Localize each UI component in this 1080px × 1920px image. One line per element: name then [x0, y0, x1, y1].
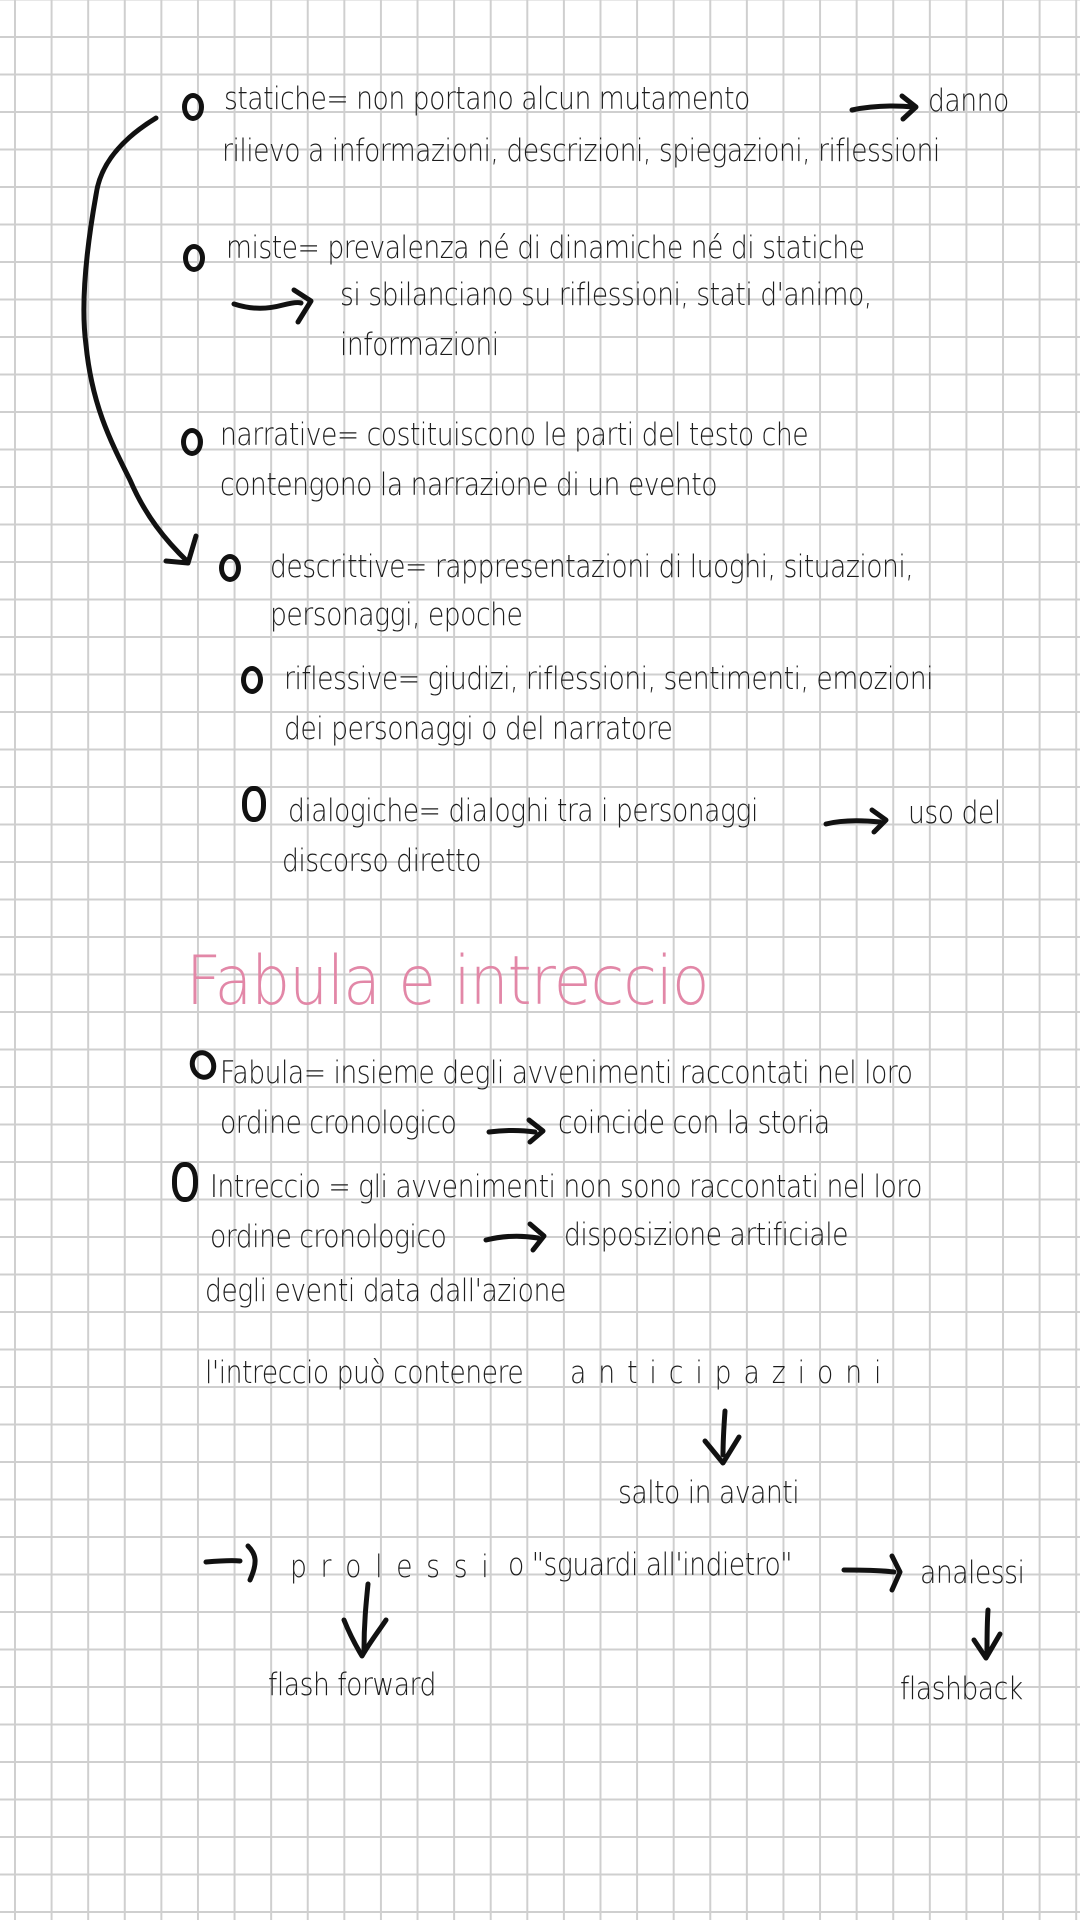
riflessive-line1: riflessive= giudizi, riflessioni, sentimenti, emozioni	[284, 661, 934, 697]
fabula-line2-left: ordine cronologico	[220, 1105, 457, 1141]
miste-line3: informazioni	[340, 327, 499, 363]
analessi-result: flashback	[900, 1671, 1023, 1707]
bullet-circle-icon	[242, 786, 266, 822]
anticipazioni-result: salto in avanti	[618, 1475, 800, 1511]
right-arrow-icon	[228, 282, 348, 332]
bullet-circle-icon	[219, 554, 241, 582]
bullet-circle-icon	[172, 1162, 198, 1202]
narrative-line1: narrative= costituiscono le parti del testo che	[220, 417, 809, 453]
right-arrow-icon	[838, 1550, 918, 1600]
descrittive-line2: personaggi, epoche	[270, 597, 523, 633]
narrative-line2: contengono la narrazione di un evento	[220, 467, 718, 503]
right-arrow-icon	[480, 1218, 560, 1258]
anticipazioni-term: a n t i c i p a z i o n i	[570, 1355, 884, 1391]
prolessi-term: p r o l e s s i	[290, 1549, 492, 1585]
descrittive-line1: descrittive= rappresentazioni di luoghi, situazioni,	[270, 549, 914, 585]
fabula-line2-right: coincide con la storia	[558, 1105, 830, 1141]
dialogiche-arrow-target: uso del	[908, 795, 1001, 831]
down-arrow-icon	[330, 1580, 400, 1670]
bullet-circle-icon	[183, 244, 205, 272]
right-arrow-icon	[846, 88, 926, 128]
intreccio-line3: degli eventi data dall'azione	[205, 1273, 566, 1309]
bullet-circle-icon	[181, 428, 203, 456]
intreccio-line1: Intreccio = gli avvenimenti non sono raccontati nel loro	[210, 1169, 922, 1205]
prolessi-middle: o "sguardi all'indietro"	[508, 1547, 793, 1583]
miste-line2: si sbilanciano su riflessioni, stati d'animo,	[340, 277, 872, 313]
bullet-circle-icon	[182, 93, 204, 121]
statiche-arrow-target: danno	[928, 83, 1009, 119]
prolessi-result: flash forward	[268, 1667, 436, 1703]
right-arrow-icon	[196, 1540, 276, 1590]
right-arrow-icon	[820, 800, 900, 840]
down-arrow-icon	[695, 1405, 755, 1475]
statiche-line2: rilievo a informazioni, descrizioni, spiegazioni, riflessioni	[222, 133, 940, 169]
fabula-line1: Fabula= insieme degli avvenimenti raccontati nel loro	[220, 1055, 913, 1091]
statiche-line1: statiche= non portano alcun mutamento	[224, 81, 750, 117]
bullet-circle-icon	[241, 666, 263, 694]
anticipazioni-lead: l'intreccio può contenere	[205, 1355, 524, 1391]
dialogiche-line2: discorso diretto	[282, 843, 481, 879]
intreccio-line2-left: ordine cronologico	[210, 1219, 447, 1255]
miste-line1: miste= prevalenza né di dinamiche né di statiche	[226, 230, 865, 266]
intreccio-line2-right: disposizione artificiale	[564, 1217, 849, 1253]
down-arrow-icon	[962, 1604, 1012, 1674]
section-title: Fabula e intreccio	[186, 942, 709, 1021]
riflessive-line2: dei personaggi o del narratore	[284, 711, 673, 747]
dialogiche-line1: dialogiche= dialoghi tra i personaggi	[288, 793, 758, 829]
bullet-circle-icon	[186, 1046, 221, 1083]
right-arrow-icon	[485, 1110, 555, 1150]
analessi-term: analessi	[920, 1555, 1025, 1591]
